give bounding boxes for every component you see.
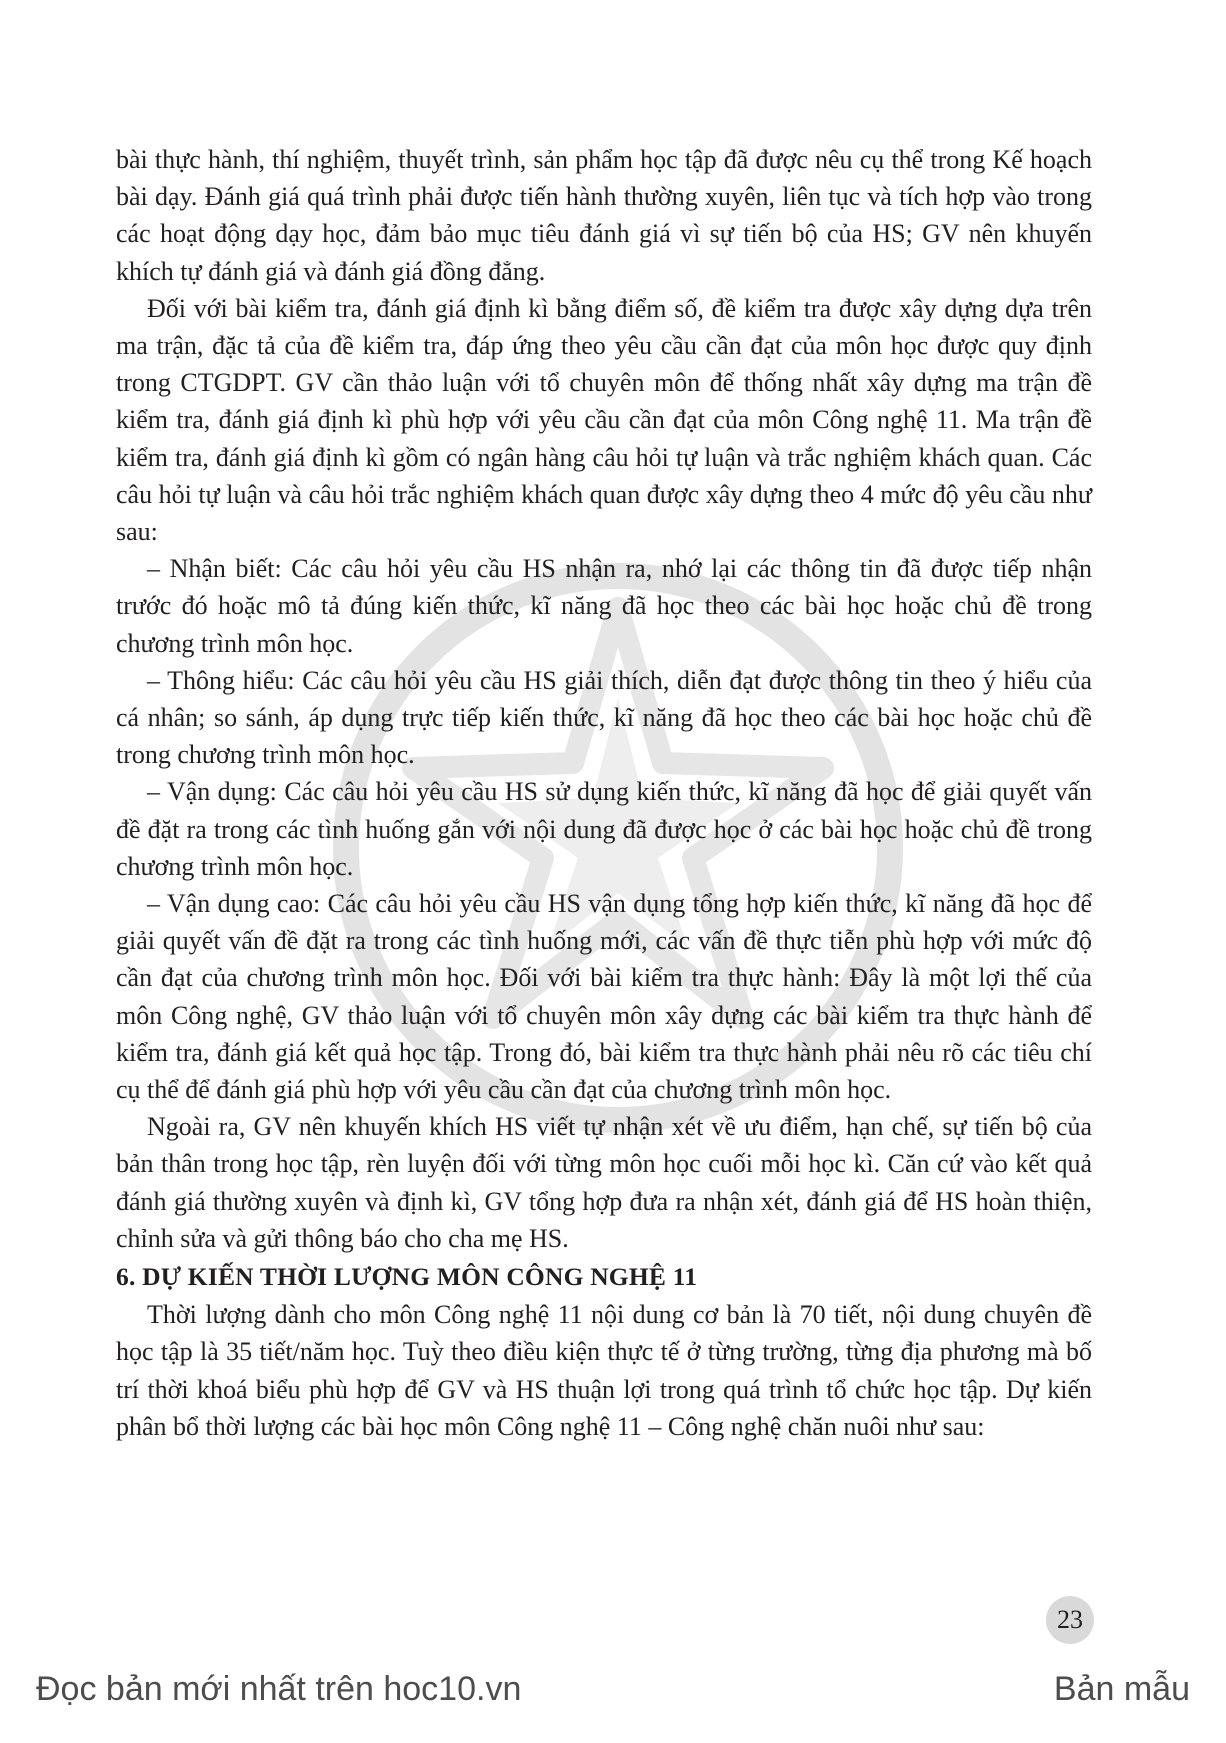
- paragraph-level-recognition: – Nhận biết: Các câu hỏi yêu cầu HS nhận ra, nhớ lại các thông tin đã được tiếp nhận trước đó hoặc mô tả đúng kiến thức, kĩ năng đã học theo các bài học hoặc chủ đề trong chương trình môn học.: [116, 554, 1092, 658]
- paragraph-periodic-assessment: Đối với bài kiểm tra, đánh giá định kì bằng điểm số, đề kiểm tra được xây dựng dựa trên ma trận, đặc tả của đề kiểm tra, đáp ứng theo yêu cầu cần đạt của môn học được quy định trong CTGDPT. GV cần thảo luận với tổ chuyên môn để thống nhất xây dựng ma trận đề kiểm tra, đánh giá định kì phù hợp với yêu cầu cần đạt của môn Công nghệ 11. Ma trận đề kiểm tra, đánh giá định kì gồm có ngân hàng câu hỏi tự luận và trắc nghiệm khách quan. Các câu hỏi tự luận và câu hỏi trắc nghiệm khách quan được xây dựng theo 4 mức độ yêu cầu như sau:: [116, 293, 1092, 547]
- page-number-badge: 23: [1046, 1596, 1094, 1644]
- page-content: [116, 141, 1092, 1445]
- section-heading: 6. DỰ KIẾN THỜI LƯỢNG MÔN CÔNG NGHỆ 11: [116, 1262, 698, 1292]
- paragraph-continued: bài thực hành, thí nghiệm, thuyết trình, sản phẩm học tập đã được nêu cụ thể trong Kế hoạch bài dạy. Đánh giá quá trình phải được tiến hành thường xuyên, liên tục và tích hợp vào trong các hoạt động dạy học, đảm bảo mục tiêu đánh giá vì sự tiến bộ của HS; GV nên khuyến khích tự đánh giá và đánh giá đồng đẳng.: [116, 145, 1092, 286]
- paragraph-self-assessment: Ngoài ra, GV nên khuyến khích HS viết tự nhận xét về ưu điểm, hạn chế, sự tiến bộ của bản thân trong học tập, rèn luyện đối với từng môn học cuối mỗi học kì. Căn cứ vào kết quả đánh giá thường xuyên và định kì, GV tổng hợp đưa ra nhận xét, đánh giá để HS hoàn thiện, chỉnh sửa và gửi thông báo cho cha mẹ HS.: [116, 1112, 1092, 1253]
- footer-sample-label: Bản mẫu: [1053, 1670, 1190, 1708]
- footer-source-text: Đọc bản mới nhất trên hoc10.vn: [36, 1670, 522, 1708]
- paragraph-level-application: – Vận dụng: Các câu hỏi yêu cầu HS sử dụng kiến thức, kĩ năng đã học để giải quyết vấn đề đặt ra trong các tình huống gắn với nội dung đã được học ở các bài học hoặc chủ đề trong chương trình môn học.: [116, 777, 1092, 881]
- paragraph-time-allocation: Thời lượng dành cho môn Công nghệ 11 nội dung cơ bản là 70 tiết, nội dung chuyên đề học tập là 35 tiết/năm học. Tuỳ theo điều kiện thực tế ở từng trường, từng địa phương mà bố trí thời khoá biểu phù hợp để GV và HS thuận lợi trong quá trình tổ chức học tập. Dự kiến phân bổ thời lượng các bài học môn Công nghệ 11 – Công nghệ chăn nuôi như sau:: [116, 1300, 1092, 1441]
- paragraph-level-understanding: – Thông hiểu: Các câu hỏi yêu cầu HS giải thích, diễn đạt được thông tin theo ý hiểu của cá nhân; so sánh, áp dụng trực tiếp kiến thức, kĩ năng đã học theo các bài học hoặc chủ đề trong chương trình môn học.: [116, 665, 1092, 770]
- paragraph-level-advanced-application: – Vận dụng cao: Các câu hỏi yêu cầu HS vận dụng tổng hợp kiến thức, kĩ năng đã học để giải quyết vấn đề đặt ra trong các tình huống mới, các vấn đề thực tiễn phù hợp với mức độ cần đạt của chương trình môn học. Đối với bài kiểm tra thực hành: Đây là một lợi thế của môn Công nghệ, GV thảo luận với tổ chuyên môn xây dựng các bài kiểm tra thực hành để kiểm tra, đánh giá kết quả học tập. Trong đó, bài kiểm tra thực hành phải nêu rõ các tiêu chí cụ thể để đánh giá phù hợp với yêu cầu cần đạt của chương trình môn học.: [116, 889, 1092, 1105]
